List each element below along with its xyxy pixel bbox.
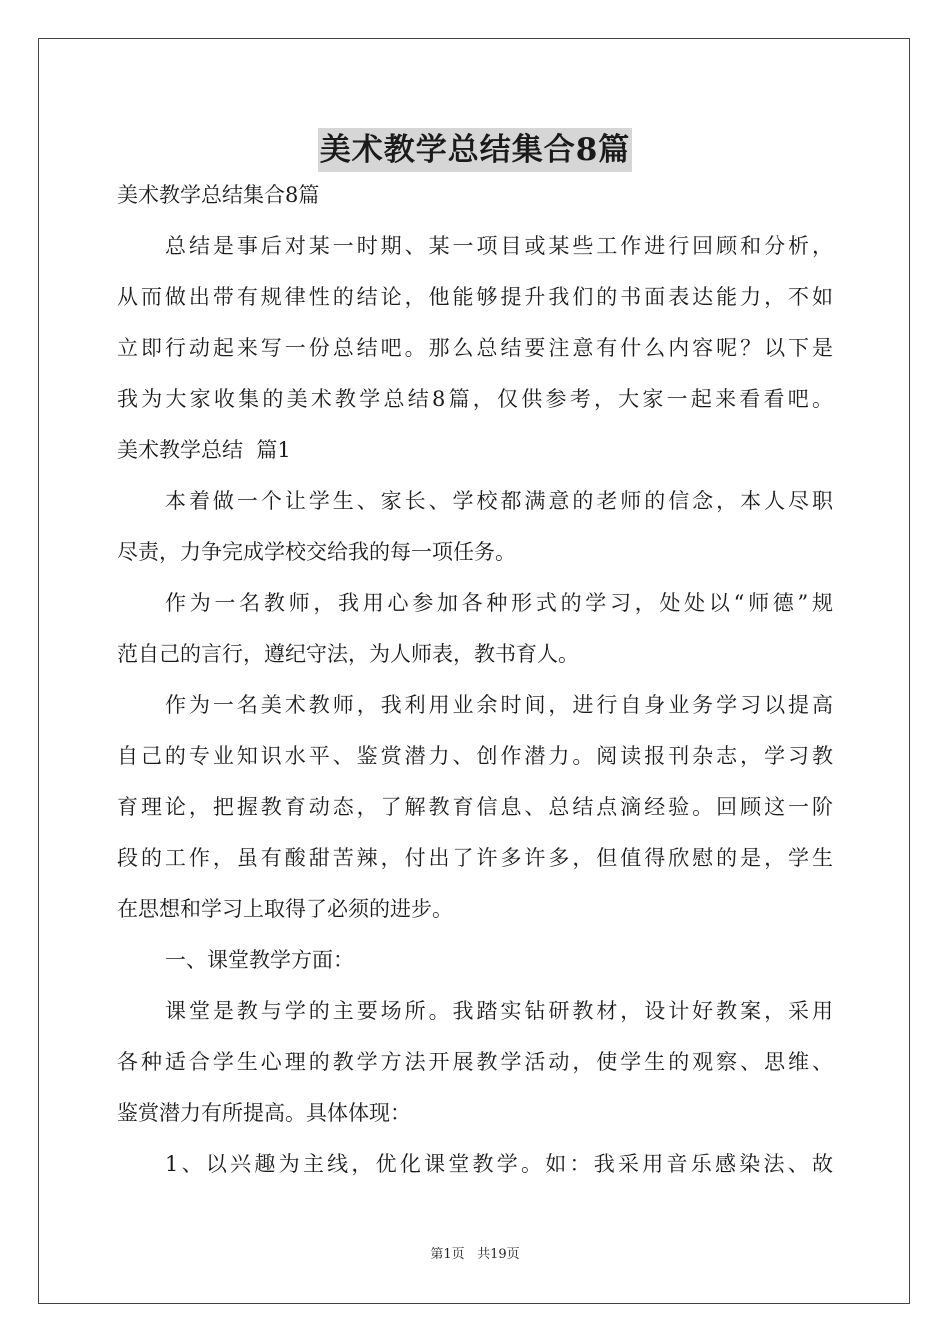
page-total: 共19页 [477, 1247, 520, 1262]
text-line: 总结是事后对某一时期、某一项目或某些工作进行回顾和分析， [165, 234, 833, 258]
text-line: 在思想和学习上取得了必须的进步。 [117, 897, 453, 921]
text-line: 立即行动起来写一份总结吧。那么总结要注意有什么内容呢？以下是 [117, 336, 833, 360]
subtitle-line: 美术教学总结集合8篇 [117, 183, 320, 207]
page-number: 第1页 [430, 1247, 465, 1262]
title-container [0, 128, 950, 172]
text-line: 我为大家收集的美术教学总结8篇，仅供参考，大家一起来看看吧。 [117, 387, 833, 411]
text-line: 各种适合学生心理的教学方法开展教学活动，使学生的观察、思维、 [117, 1050, 833, 1074]
text-line: 作为一名美术教师，我利用业余时间，进行自身业务学习以提高 [165, 693, 833, 717]
page-footer [0, 1246, 950, 1264]
text-line: 从而做出带有规律性的结论，他能够提升我们的书面表达能力，不如 [117, 285, 833, 309]
text-line: 本着做一个让学生、家长、学校都满意的老师的信念，本人尽职 [165, 489, 833, 513]
document-title: 美术教学总结集合8篇 [318, 128, 633, 172]
document-body [117, 179, 833, 1199]
text-line: 育理论，把握教育动态，了解教育信息、总结点滴经验。回顾这一阶 [117, 795, 833, 819]
text-line: 尽责，力争完成学校交给我的每一项任务。 [117, 540, 516, 564]
text-line: 1、以兴趣为主线，优化课堂教学。如：我采用音乐感染法、故 [165, 1152, 833, 1176]
text-line: 鉴赏潜力有所提高。具体体现： [117, 1101, 411, 1125]
text-line: 范自己的言行，遵纪守法，为人师表，教书育人。 [117, 642, 579, 666]
section-heading: 美术教学总结 篇1 [117, 438, 291, 462]
text-line: 作为一名教师，我用心参加各种形式的学习，处处以“师德”规 [165, 591, 833, 615]
subsection-heading: 一、课堂教学方面： [165, 948, 354, 972]
text-line: 自己的专业知识水平、鉴赏潜力、创作潜力。阅读报刊杂志，学习教 [117, 744, 833, 768]
text-line: 课堂是教与学的主要场所。我踏实钻研教材，设计好教案，采用 [165, 999, 833, 1023]
text-line: 段的工作，虽有酸甜苦辣，付出了许多许多，但值得欣慰的是，学生 [117, 846, 833, 870]
